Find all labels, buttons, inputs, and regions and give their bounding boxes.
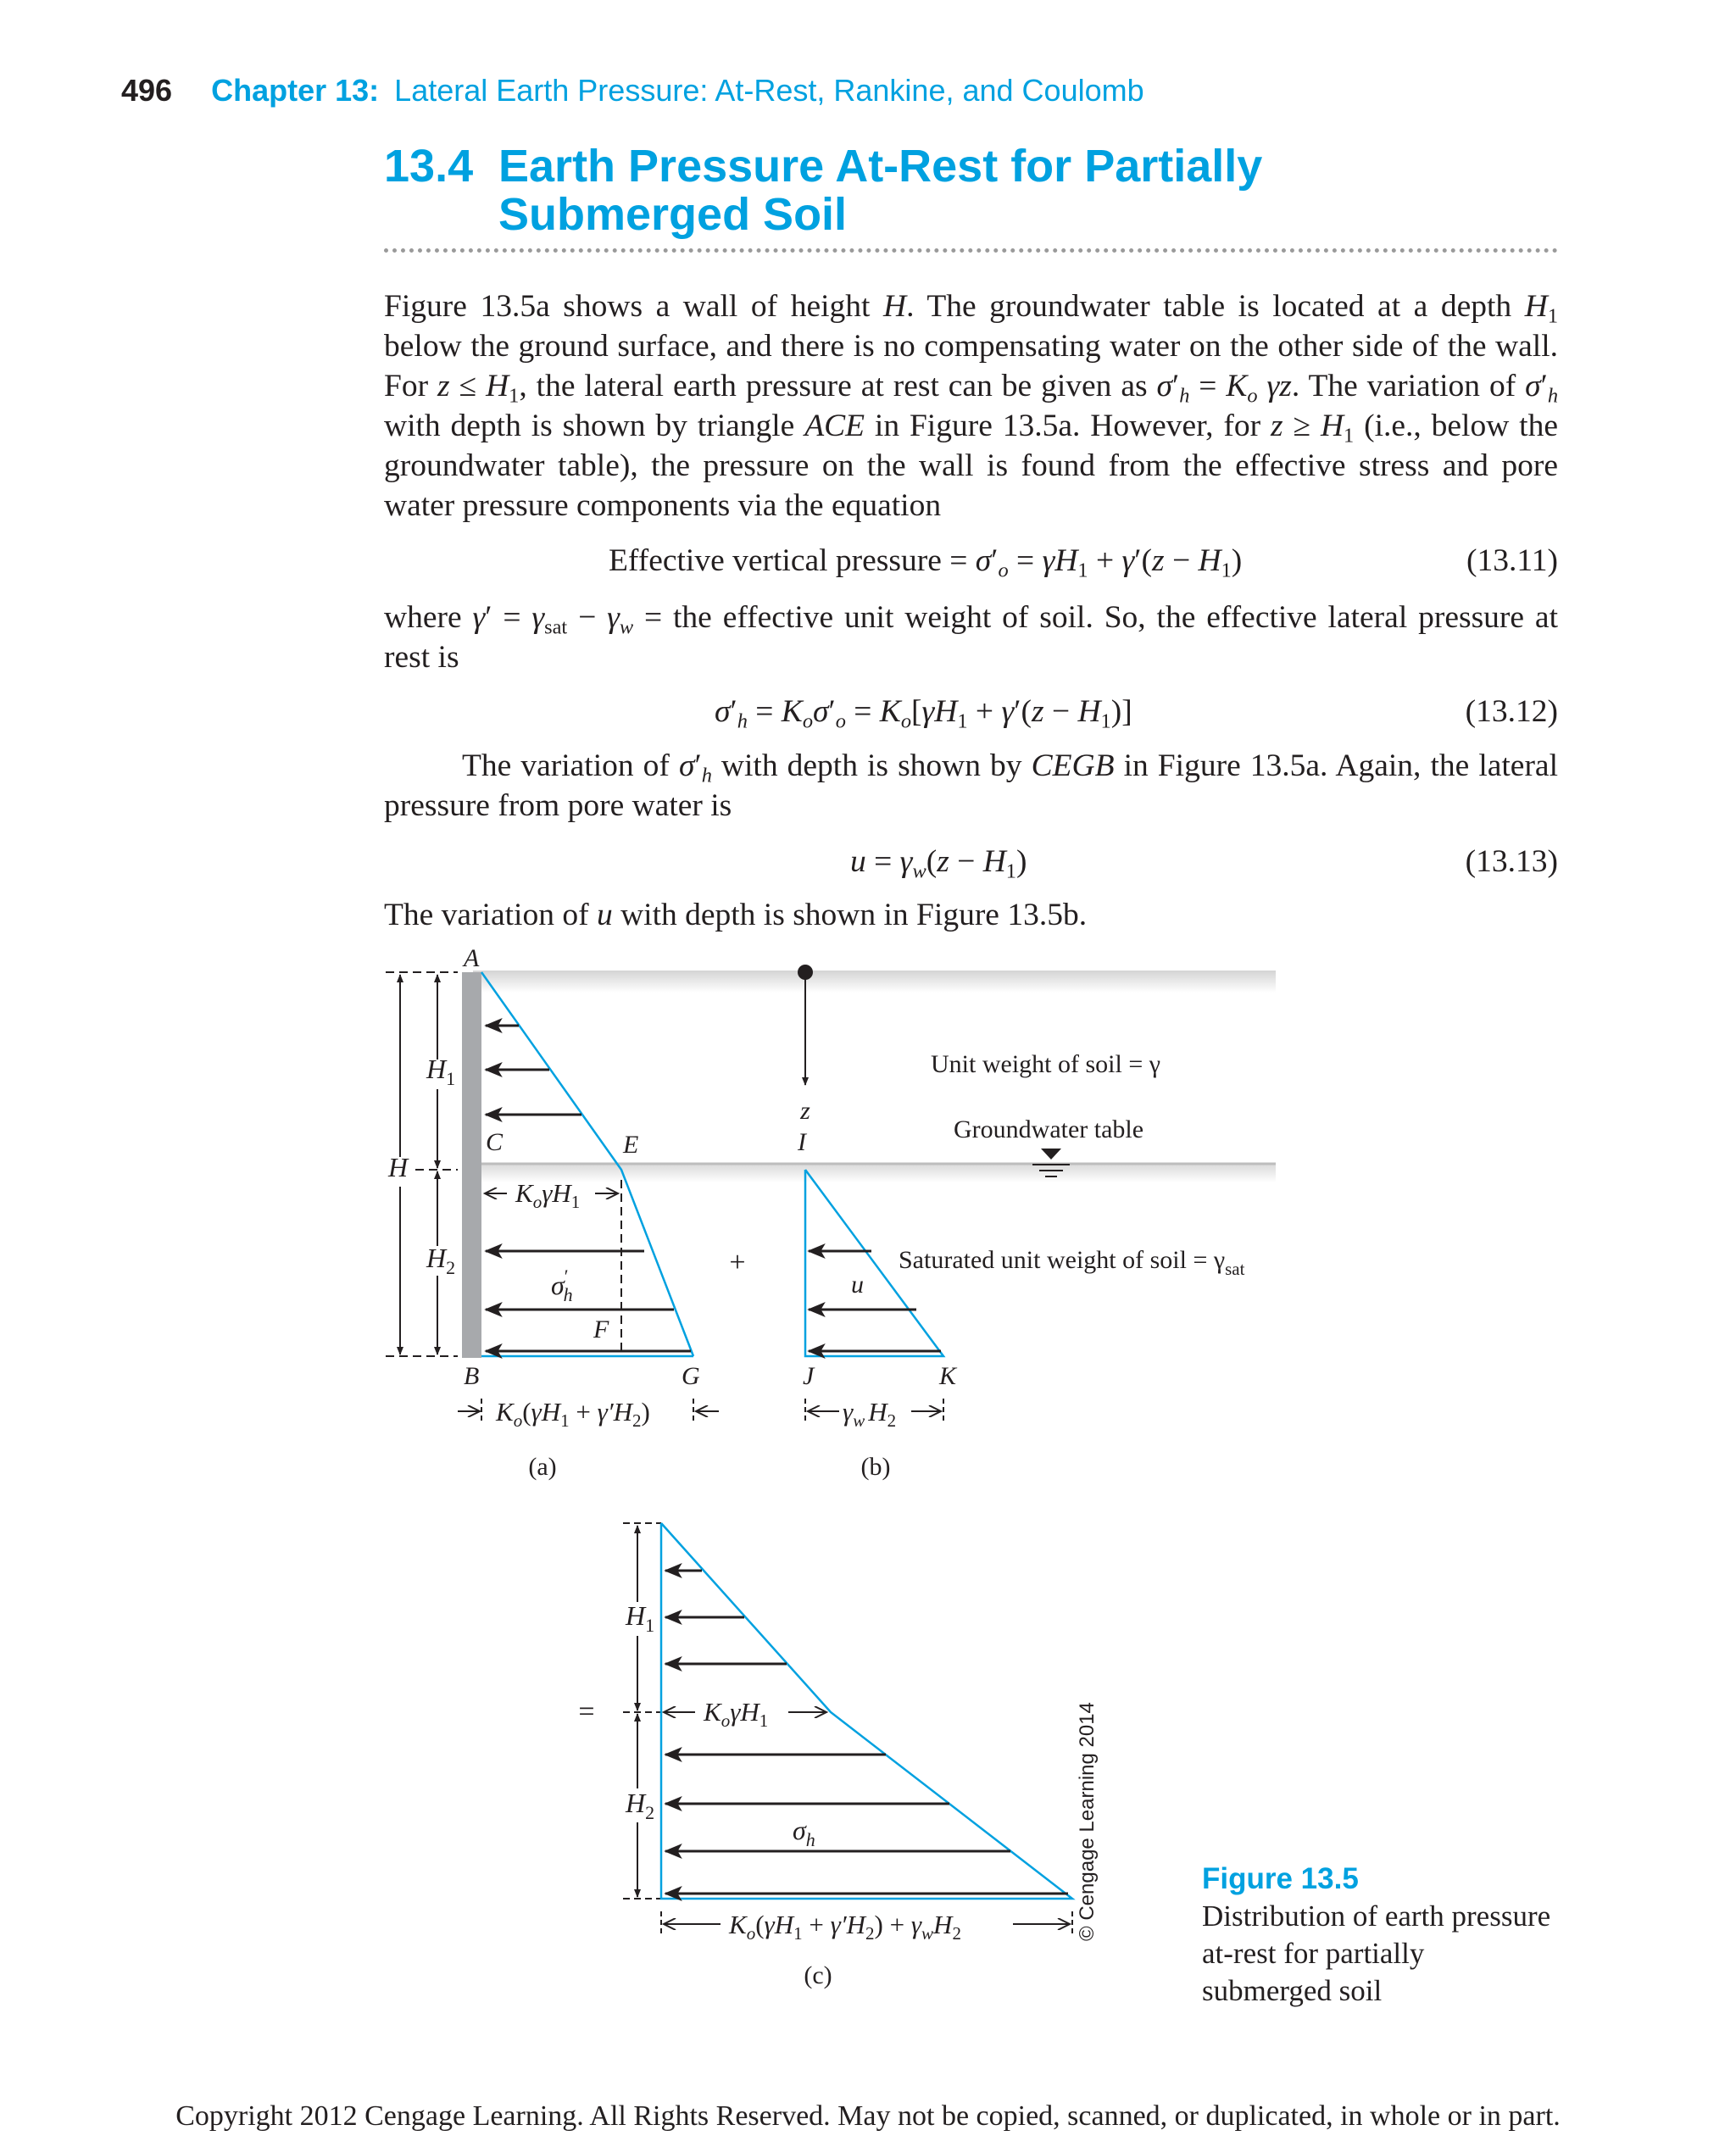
point-A: A bbox=[464, 944, 480, 972]
retaining-wall bbox=[462, 972, 481, 1358]
paragraph-2: where $\gamma' = \gamma_{sat} - \gamma_w$ = the effective unit weight of soil. So, the effective lateral pressure at rest is bbox=[384, 600, 1558, 675]
figure-caption bbox=[1202, 1861, 1558, 2010]
figure-label: Figure 13.5 bbox=[1202, 1862, 1359, 1895]
paragraph-1: Figure 13.5a shows a wall of height H. The groundwater table is located at a depth $H_1$ below the ground surface, and there is no compensating water on the other side of the wall. For $z \le H_1$, the lateral earth pressure at rest can be given as $\sigma'_h = K_o$ γz. The variation of $\sigma'_h$ with depth is shown by triangle ACE in Figure 13.5a. However, for $z \ge H_1$ (i.e., below the groundwater table), the pressure on the wall is found from the effective stress and pore water pressure components via the equation bbox=[384, 289, 1559, 523]
groundwater-band bbox=[473, 1164, 1276, 1182]
label-gamma-w-h2: $\gamma_w$ $H_2$ bbox=[843, 1397, 897, 1431]
label-groundwater-table: Groundwater table bbox=[954, 1115, 1144, 1143]
page-number: 496 bbox=[121, 73, 173, 108]
ground-surface bbox=[473, 971, 1276, 993]
plus-sign: + bbox=[729, 1247, 746, 1278]
point-C: C bbox=[486, 1128, 504, 1156]
equals-sign: = bbox=[578, 1696, 595, 1727]
panel-c-label: (c) bbox=[804, 1961, 832, 1989]
label-z: z bbox=[800, 1097, 810, 1125]
point-B: B bbox=[464, 1362, 480, 1390]
chapter-title: Lateral Earth Pressure: At-Rest, Rankine, and Coulomb bbox=[394, 73, 1144, 108]
label-H1: $H_1$ bbox=[426, 1054, 456, 1089]
label-H2: $H_2$ bbox=[426, 1243, 456, 1278]
pressure-arrows-c bbox=[665, 1571, 1068, 1894]
label-base-pressure-c: $K_o(\gamma H_1 + \gamma'H_2) + \gamma_wH_2$ bbox=[729, 1910, 961, 1944]
label-ko-gamma-h1-c: $K_o\gamma H_1$ bbox=[704, 1697, 769, 1731]
equation-number: (13.13) bbox=[1465, 844, 1558, 879]
copyright-footer: Copyright 2012 Cengage Learning. All Rights Reserved. May not be copied, scanned, or duplicated, in whole or in part. bbox=[175, 2100, 1561, 2132]
label-saturated-unit-weight: Saturated unit weight of soil = $\gamma_{sat}$ bbox=[899, 1246, 1245, 1279]
dimension-lines-c bbox=[623, 1523, 661, 1899]
chapter-label: Chapter 13: bbox=[211, 73, 380, 108]
image-credit: © Cengage Learning 2014 bbox=[1076, 1702, 1099, 1941]
paragraph-4: The variation of u with depth is shown in Figure 13.5b. bbox=[384, 898, 1088, 932]
paragraph-3: The variation of $\sigma'_h$ with depth is shown by CEGB in Figure 13.5a. Again, the lateral pressure from pore water is bbox=[384, 748, 1558, 823]
point-E: E bbox=[623, 1131, 639, 1159]
figure-caption-text: Distribution of earth pressure at-rest for partially submerged soil bbox=[1202, 1899, 1551, 2007]
label-H2-c: $H_2$ bbox=[626, 1788, 655, 1823]
label-base-pressure-a: $K_o(\gamma H_1 + \gamma'H_2)$ bbox=[496, 1397, 650, 1431]
point-I: I bbox=[798, 1128, 806, 1156]
equation-13-12: $\sigma'_h = K_o\sigma'_o = K_o[\gamma H_1 + \gamma'(z - H_1)]$ (13.12) bbox=[715, 694, 1558, 733]
point-F: F bbox=[593, 1315, 609, 1343]
label-H: H bbox=[388, 1152, 409, 1182]
label-ko-gamma-h1-a: $K_o\gamma H_1$ bbox=[515, 1178, 581, 1212]
equation-13-13: $u = \gamma_w(z - H_1)$ (13.13) bbox=[850, 844, 1558, 883]
label-unit-weight: Unit weight of soil = γ bbox=[931, 1050, 1160, 1078]
section-title-line2: Submerged Soil bbox=[498, 189, 848, 240]
equation-number: (13.11) bbox=[1466, 543, 1558, 578]
label-sigma-h: $\sigma_h$ bbox=[793, 1815, 815, 1850]
point-G: G bbox=[682, 1362, 700, 1390]
equation-number: (13.12) bbox=[1465, 694, 1558, 729]
panel-b-label: (b) bbox=[860, 1453, 891, 1481]
equation-13-11: Effective vertical pressure = $\sigma'_o = \gamma H_1 + \gamma'(z - H_1)$ (13.11) bbox=[609, 543, 1558, 582]
label-sigma-h-prime: σ′ h bbox=[551, 1265, 573, 1305]
section-title-line1: Earth Pressure At-Rest for Partially bbox=[498, 141, 1263, 192]
point-J: J bbox=[803, 1362, 815, 1390]
panel-a-label: (a) bbox=[528, 1453, 557, 1481]
label-u: u bbox=[851, 1271, 864, 1299]
point-K: K bbox=[939, 1362, 957, 1390]
label-H1-c: $H_1$ bbox=[626, 1600, 655, 1636]
section-number: 13.4 bbox=[384, 141, 474, 192]
